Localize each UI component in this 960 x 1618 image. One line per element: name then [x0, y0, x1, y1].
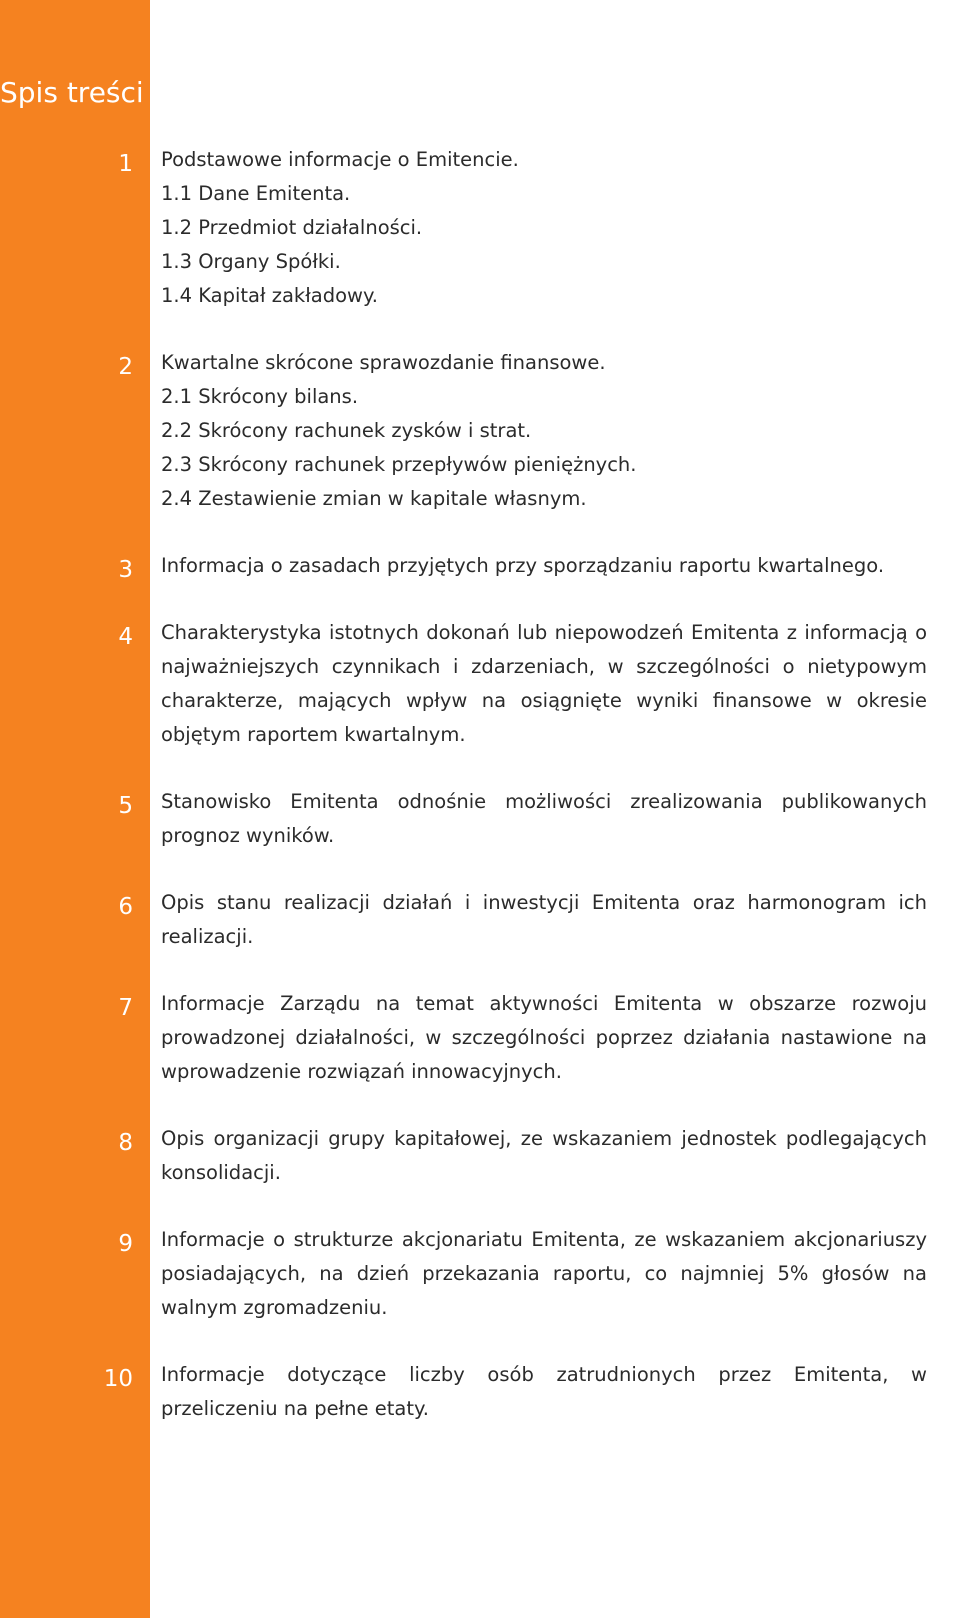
- section-body: [161, 143, 927, 313]
- section-number: 2: [118, 354, 133, 380]
- section-body: [161, 1358, 927, 1426]
- section-body: [161, 616, 927, 752]
- section-title: Stanowisko Emitenta odnośnie możliwości zrealizowania publikowanych prognoz wyników.: [161, 790, 927, 847]
- subsection-item: 2.2 Skrócony rachunek zysków i strat.: [161, 419, 532, 442]
- section-number: 1: [118, 151, 133, 177]
- toc-section-6: [0, 886, 960, 954]
- toc-section-1: [0, 143, 960, 313]
- section-body: [161, 1122, 927, 1190]
- subsection-item: 2.3 Skrócony rachunek przepływów pieniężnych.: [161, 453, 637, 476]
- section-title: Opis stanu realizacji działań i inwestycji Emitenta oraz harmonogram ich realizacji.: [161, 891, 927, 948]
- section-body: [161, 785, 927, 853]
- section-number: 9: [118, 1231, 133, 1257]
- section-body: [161, 549, 927, 583]
- section-title: Podstawowe informacje o Emitencie.: [161, 148, 519, 171]
- section-title: Opis organizacji grupy kapitałowej, ze wskazaniem jednostek podlegających konsolidacji.: [161, 1127, 927, 1184]
- section-title: Informacje Zarządu na temat aktywności Emitenta w obszarze rozwoju prowadzonej działalności, w szczególności poprzez działania nastawione na wprowadzenie rozwiązań innowacyjnych.: [161, 992, 927, 1083]
- section-number: 7: [118, 995, 133, 1021]
- section-body: [161, 886, 927, 954]
- section-number: 6: [118, 894, 133, 920]
- section-number: 5: [118, 793, 133, 819]
- section-title: Kwartalne skrócone sprawozdanie finansowe.: [161, 351, 606, 374]
- section-title: Informacja o zasadach przyjętych przy sporządzaniu raportu kwartalnego.: [161, 554, 885, 577]
- toc-section-9: [0, 1223, 960, 1325]
- subsection-item: 1.1 Dane Emitenta.: [161, 182, 351, 205]
- toc-section-3: [0, 549, 960, 583]
- subsection-item: 1.2 Przedmiot działalności.: [161, 216, 423, 239]
- subsection-item: 2.4 Zestawienie zmian w kapitale własnym.: [161, 487, 587, 510]
- toc-section-7: [0, 987, 960, 1089]
- section-body: [161, 987, 927, 1089]
- toc-section-2: [0, 346, 960, 516]
- subsection-item: 1.4 Kapitał zakładowy.: [161, 284, 378, 307]
- section-title: Informacje dotyczące liczby osób zatrudnionych przez Emitenta, w przeliczeniu na pełne etaty.: [161, 1363, 927, 1420]
- section-number: 8: [118, 1130, 133, 1156]
- subsection-item: 1.3 Organy Spółki.: [161, 250, 341, 273]
- section-number: 3: [118, 557, 133, 583]
- toc-section-8: [0, 1122, 960, 1190]
- section-body: [161, 1223, 927, 1325]
- toc-title: Spis treści: [0, 76, 144, 109]
- toc-section-4: [0, 616, 960, 752]
- toc-list: [0, 143, 960, 1459]
- section-number: 10: [103, 1366, 133, 1392]
- section-body: [161, 346, 927, 516]
- section-title: Charakterystyka istotnych dokonań lub niepowodzeń Emitenta z informacją o najważniejszych czynnikach i zdarzeniach, w szczególności o nietypowym charakterze, mających wpływ na osiągnięte wyniki finansowe w okresie objętym raportem kwartalnym.: [161, 621, 927, 746]
- toc-section-5: [0, 785, 960, 853]
- section-number: 4: [118, 624, 133, 650]
- subsection-item: 2.1 Skrócony bilans.: [161, 385, 359, 408]
- section-title: Informacje o strukturze akcjonariatu Emitenta, ze wskazaniem akcjonariuszy posiadających, na dzień przekazania raportu, co najmniej 5% głosów na walnym zgromadzeniu.: [161, 1228, 927, 1319]
- toc-section-10: [0, 1358, 960, 1426]
